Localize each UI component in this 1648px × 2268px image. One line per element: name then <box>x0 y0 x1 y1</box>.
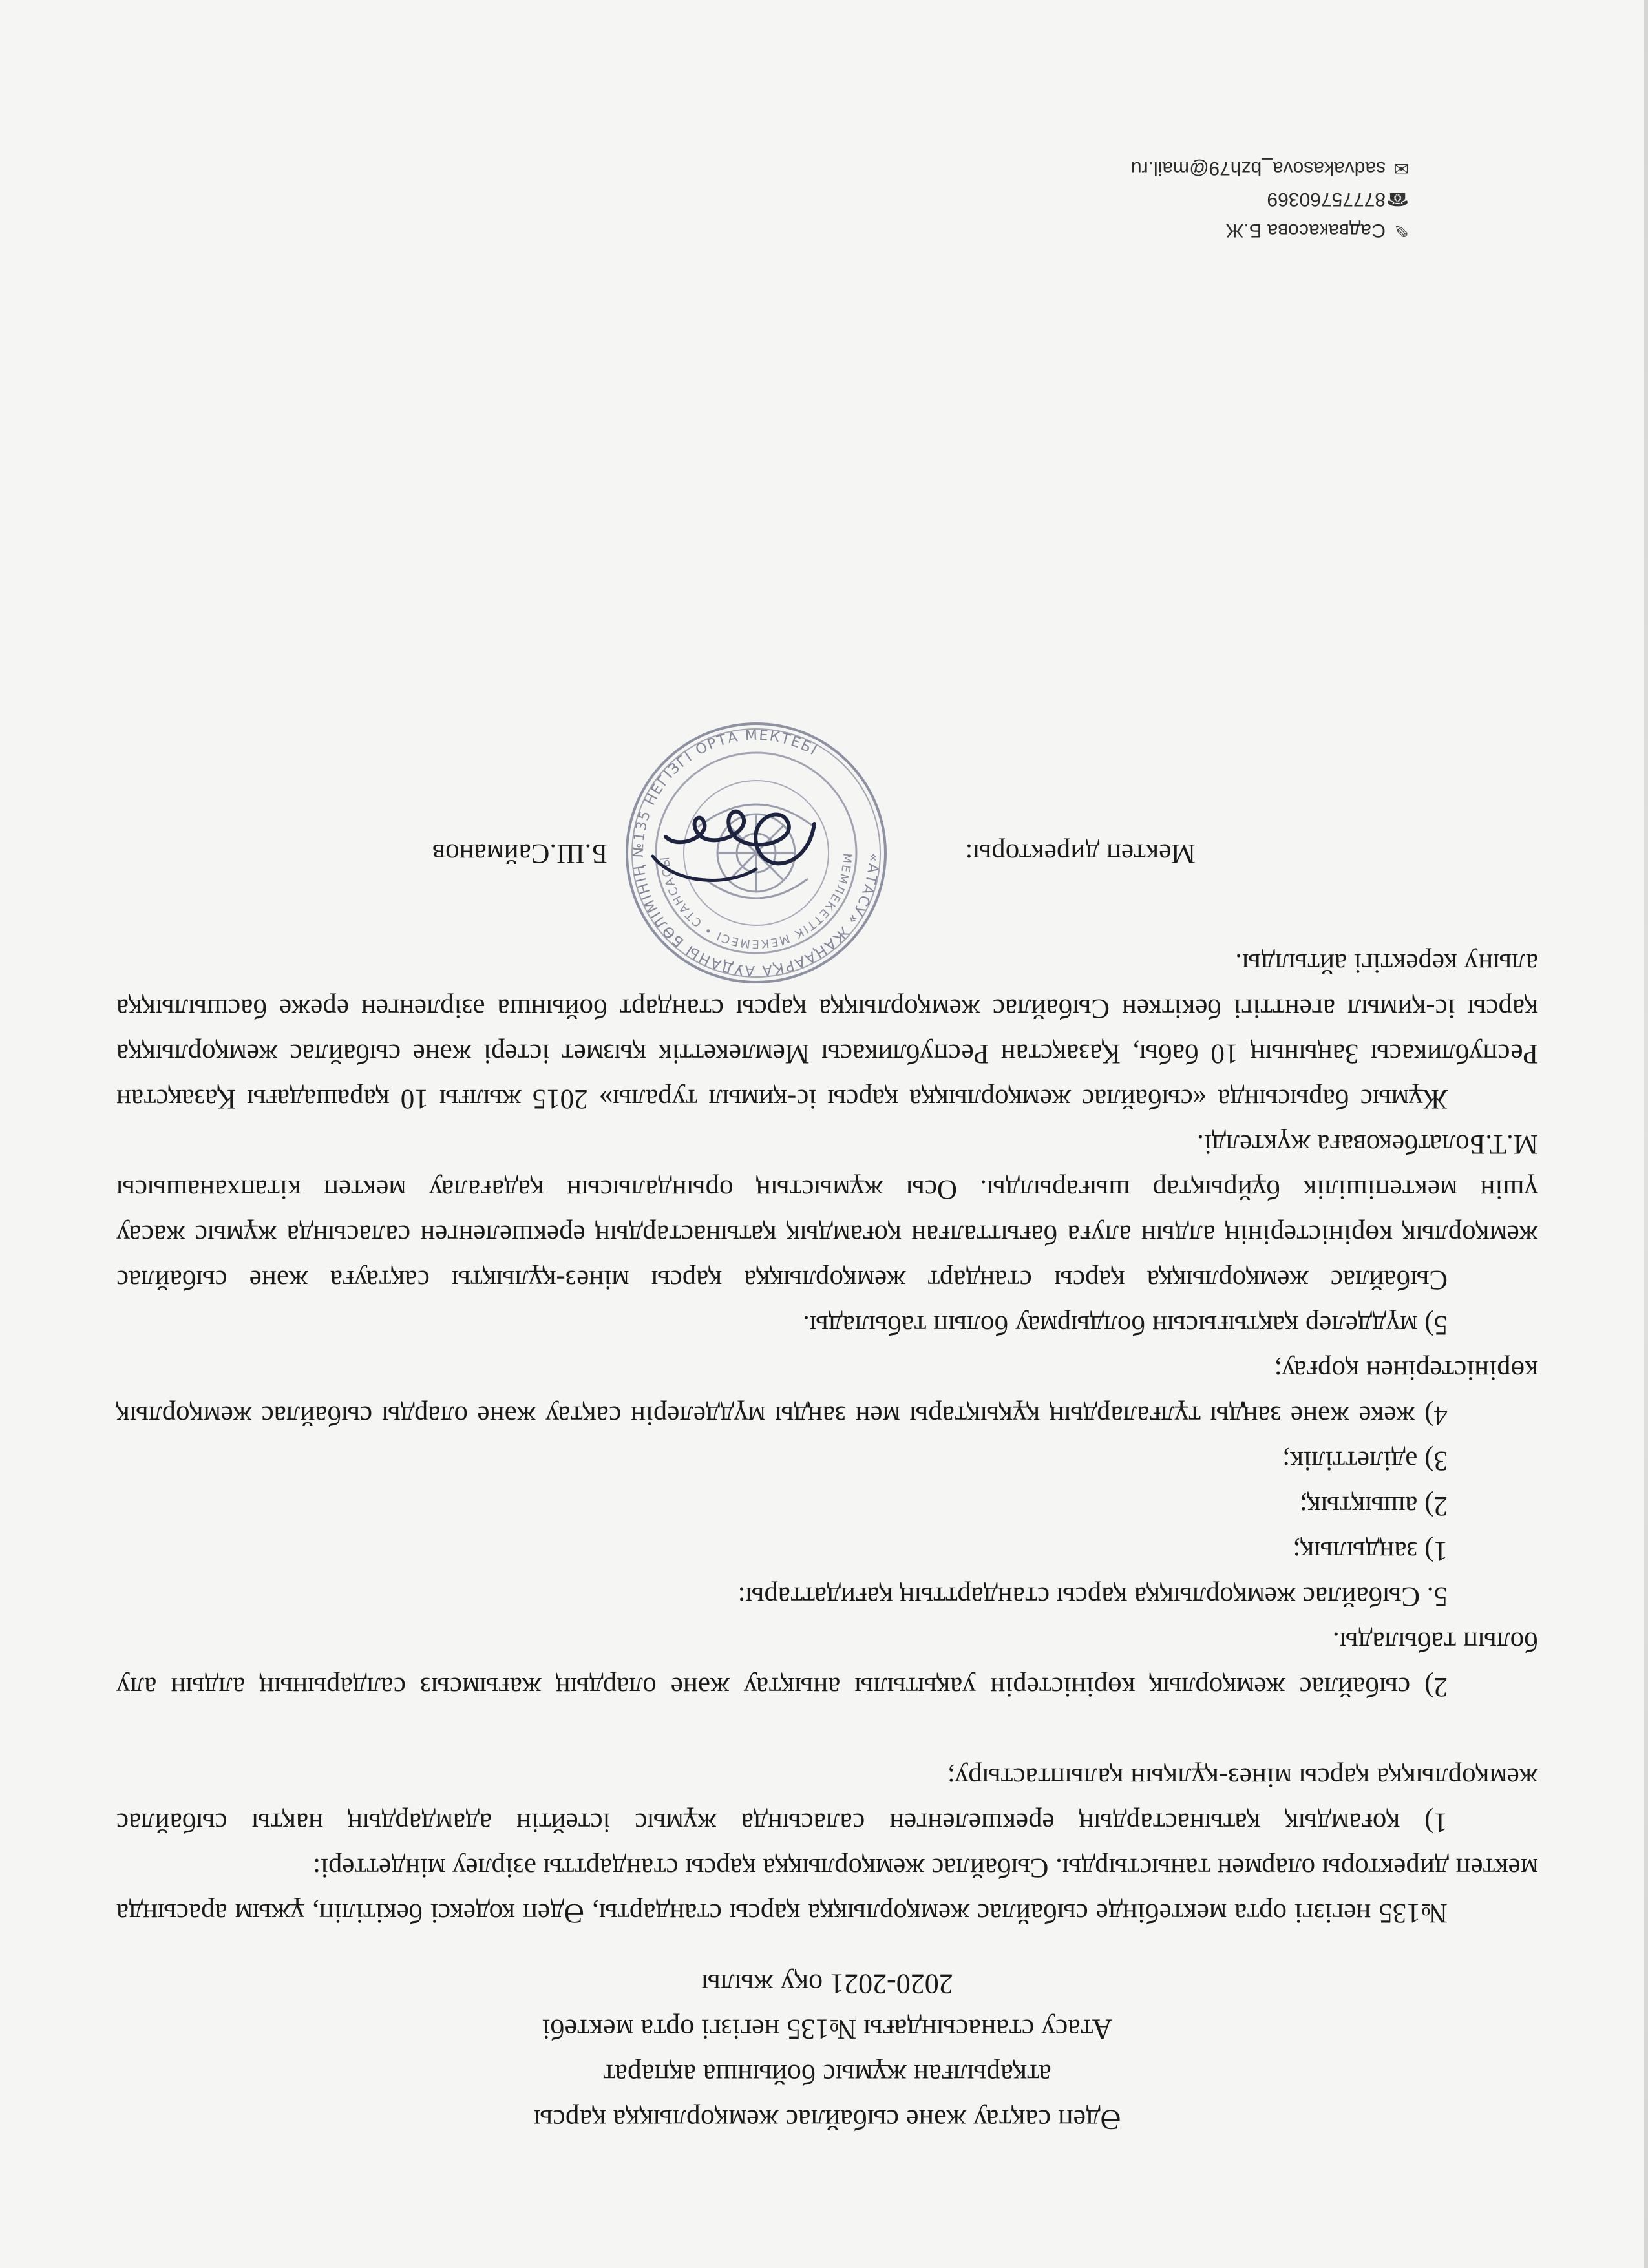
spacer <box>116 1709 1538 1754</box>
principle-item-1: 1) заңдылық; <box>1293 1536 1448 1566</box>
principles-heading: 5. Сыбайлас жемқорлыққа қарсы стандарттың қағидаттары: <box>737 1581 1448 1612</box>
spacer <box>116 1935 1538 1961</box>
contact-author: Садвакасова Б.Ж <box>1225 220 1386 241</box>
principle-item-3: 3) әділеттілік; <box>1282 1445 1448 1476</box>
principle-item-5: 5) мүдделер қақтығысын болдырмау болып табылады. <box>803 1310 1448 1340</box>
task-item-1: 1) қоғамдық қатынастардың ерекшеленген саласында жұмыс істейтін адамдардың нақты сыбайлас жемқорлыққа қарсы мінез-құлқын қалыптастыру; <box>116 1762 1538 1838</box>
contact-email: sadvakasova_bzh79@mail.ru <box>1131 158 1386 179</box>
document-title-line-1: Әдеп сақтау және сыбайлас жемқорлыққа қарсы <box>533 2104 1121 2136</box>
document-title-line-2: атқарылған жұмыс бойынша ақпарат <box>603 2059 1051 2090</box>
contact-email-row <box>1131 152 1409 184</box>
contact-author-row <box>1131 215 1409 246</box>
task-item-2: 2) сыбайлас жемқорлық көріністерін уақытылы анықтау және олардың жағымсыз салдарының алдын алу болып табылады. <box>116 1626 1538 1702</box>
signature-graphic <box>640 785 834 895</box>
signature-block <box>116 714 1538 979</box>
document-title-line-4: 2020-2021 оқу жылы <box>701 1968 953 2000</box>
pencil-icon: ✎ <box>1393 220 1409 240</box>
intro-paragraph: №135 негізгі орта мектебінде сыбайлас жемқорлыққа қарсы стандарты, Әдеп кодексі бекітіліп, ұжым арасында мектеп директоры олармен таныстырды. Сыбайлас жемқорлыққа қарсы стандартты әзірлеу міндеттері: <box>116 1853 1538 1928</box>
handwritten-signature <box>640 785 834 895</box>
contact-phone-row <box>1131 184 1409 215</box>
document-title-line-3: Атасу станасындағы №135 негізгі орта мектебі <box>542 2013 1113 2045</box>
principle-item-2: 2) ашықтық; <box>1299 1491 1448 1521</box>
seal-outer-text: «АТАСУ» ЖАҢААРҚА АУДАНЫ БӨЛІМІНІҢ №135 НЕГІЗГІ ОРТА МЕКТЕБІ <box>630 727 882 979</box>
envelope-icon: ✉ <box>1393 158 1409 178</box>
contact-block <box>1131 152 1409 246</box>
contact-phone: 87775760369 <box>1267 189 1386 210</box>
seal-inner-text: МЕМЛЕКЕТТІК МЕКЕМЕСІ • СТАНСАСЫ <box>658 852 854 951</box>
signature-name: Б.Ш.Сайманов <box>432 838 607 868</box>
standard-paragraph: Сыбайлас жемқорлыққа қарсы стандарт жемқорлыққа қарсы мінез-құлықты сақтауға және сыбайлас жемқорлық көріністерінің алдын алуға бағытталған қоғамдық қатынастардың ерекшеленген саласында жұмыс жасау үшін мектепішілік бұйрықтар шығарылды. Осы жұмыстың орындалысын қадағалау мектеп кітапханашысы М.Т.Болатбековаға жүктелді. <box>116 1129 1538 1295</box>
phone-icon: ☎ <box>1386 189 1409 209</box>
principle-item-4: 4) жеке және заңды тұлғалардың құқықтары мен заңды мүдделерін сақтау және оларды сыбайлас жемқорлық көріністерінен қорғау; <box>116 1355 1538 1431</box>
document-body <box>116 714 1538 2142</box>
signature-role: Мектеп директоры: <box>965 838 1196 868</box>
scan-edge-shadow <box>1644 0 1648 2268</box>
work-paragraph: Жұмыс барысында «сыбайлас жемқорлыққа қарсы іс-қимыл туралы» 2015 жылғы 10 қарашадағы Қазақстан Республикасы Заңының 10 бабы, Қазақстан Республикасы Мемлекеттік қызмет істері және сыбайлас жемқорлыққа қарсы іс-қимыл агенттігі бекіткен Сыбайлас жемқорлыққа қарсы стандарт бойынша әзірленген ереже басшылыққа алыну керектігі айтылды. <box>116 948 1538 1114</box>
